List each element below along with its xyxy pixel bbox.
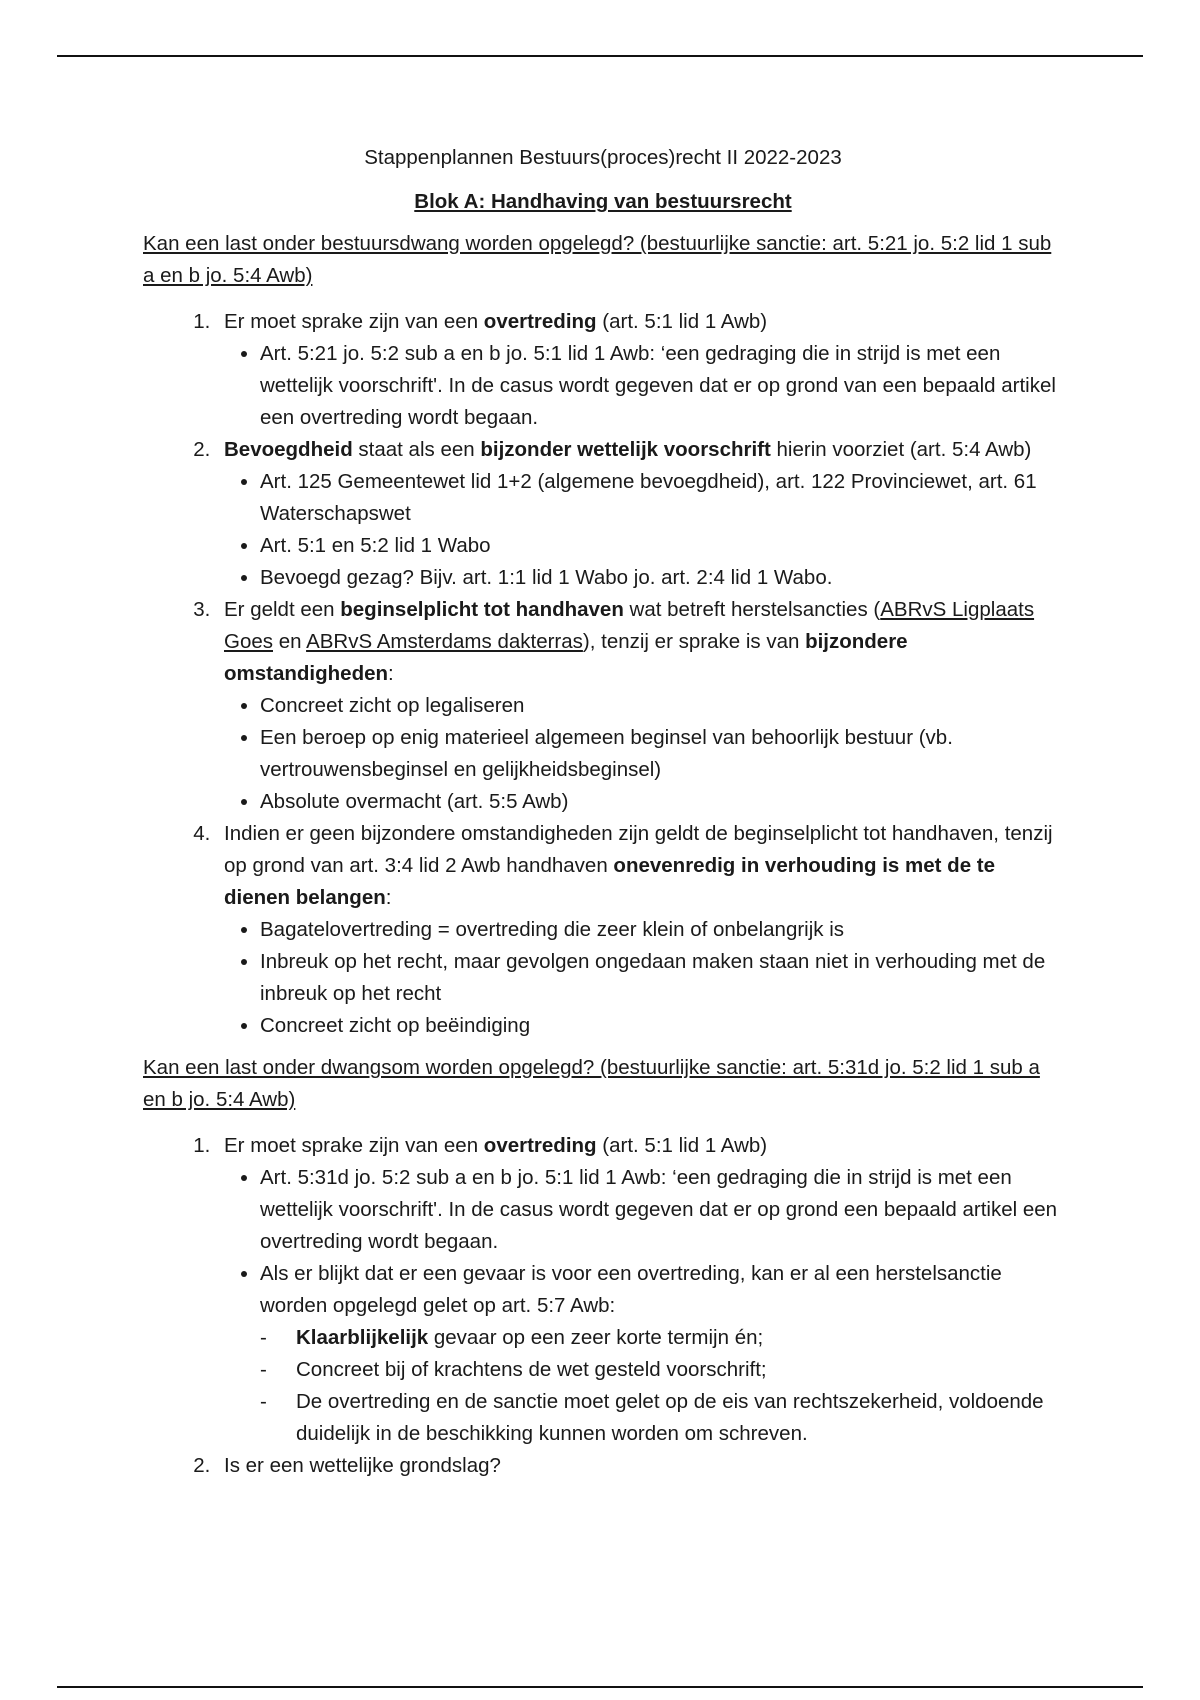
step-item: 1. Er moet sprake zijn van een overtreding (art. 5:1 lid 1 Awb) • Art. 5:21 jo. 5:2 sub a en b jo. 5:1 lid 1 Awb: ‘een gedraging die in strijd is met een wettelijk voorschrift'. In de casus wordt gegeven dat er op grond van een bepaald artikel een overtreding wordt begaan. (216, 306, 1063, 434)
bullet-item: • Inbreuk op het recht, maar gevolgen ongedaan maken staan niet in verhouding met de inbreuk op het recht (260, 946, 1063, 1010)
bullet-item: • Bagatelovertreding = overtreding die zeer klein of onbelangrijk is (260, 914, 1063, 946)
bullet-list (224, 466, 1063, 594)
dash-list (260, 1322, 1063, 1450)
bullet-item: • Art. 125 Gemeentewet lid 1+2 (algemene bevoegdheid), art. 122 Provinciewet, art. 61 Waterschapswet (260, 466, 1063, 530)
bullet-item: • Art. 5:21 jo. 5:2 sub a en b jo. 5:1 lid 1 Awb: ‘een gedraging die in strijd is met een wettelijk voorschrift'. In de casus wordt gegeven dat er op grond van een bepaald artikel een overtreding wordt begaan. (260, 338, 1063, 434)
footer-rule (57, 1686, 1143, 1688)
bullet-item: • Een beroep op enig materieel algemeen beginsel van behoorlijk bestuur (vb. vertrouwensbeginsel en gelijkheidsbeginsel) (260, 722, 1063, 786)
bullet-item: • Concreet zicht op legaliseren (260, 690, 1063, 722)
step-item: 1. Er moet sprake zijn van een overtreding (art. 5:1 lid 1 Awb) • Art. 5:31d jo. 5:2 sub a en b jo. 5:1 lid 1 Awb: ‘een gedraging die in strijd is met een wettelijk voorschrift'. In de casus wordt gegeven dat er op grond een bepaald artikel een overtreding wordt begaan. • Als er blijkt dat er een gevaar is voor een overtreding, kan er al een herstelsanctie worden opgelegd gelet op art. 5:7 Awb: - Klaarblijkelijk gevaar op een zeer korte termijn én; - Concreet bij of krachtens de wet gesteld voorschrift; - De overtreding en de sanctie moet gelet op de eis van rechtszekerheid, voldoende duidelijk in de beschikking kunnen worden om schreven. (216, 1130, 1063, 1450)
bullet-item: • Concreet zicht op beëindiging (260, 1010, 1063, 1042)
bullet-list (224, 914, 1063, 1042)
dash-item: - De overtreding en de sanctie moet gelet op de eis van rechtszekerheid, voldoende duidelijk in de beschikking kunnen worden om schreven. (296, 1386, 1063, 1450)
step-item: 4. Indien er geen bijzondere omstandigheden zijn geldt de beginselplicht tot handhaven, tenzij op grond van art. 3:4 lid 2 Awb handhaven onevenredig in verhouding is met de te dienen belangen: • Bagatelovertreding = overtreding die zeer klein of onbelangrijk is • Inbreuk op het recht, maar gevolgen ongedaan maken staan niet in verhouding met de inbreuk op het recht • Concreet zicht op beëindiging (216, 818, 1063, 1042)
steps-list-bestuursdwang (143, 306, 1063, 1042)
bullet-item: • Art. 5:31d jo. 5:2 sub a en b jo. 5:1 lid 1 Awb: ‘een gedraging die in strijd is met een wettelijk voorschrift'. In de casus wordt gegeven dat er op grond een bepaald artikel een overtreding wordt begaan. (260, 1162, 1063, 1258)
steps-list-dwangsom (143, 1130, 1063, 1482)
header-rule (57, 55, 1143, 57)
dash-item: - Klaarblijkelijk gevaar op een zeer korte termijn én; (296, 1322, 1063, 1354)
case-reference-ligplaats-goes: ABRvS Ligplaats Goes (224, 598, 1035, 653)
step-item: 2. Is er een wettelijke grondslag? (216, 1450, 1063, 1482)
dash-item: - Concreet bij of krachtens de wet gesteld voorschrift; (296, 1354, 1063, 1386)
case-reference-amsterdams-dakterras: ABRvS Amsterdams dakterras (306, 630, 583, 653)
bullet-list (224, 338, 1063, 434)
document-title: Stappenplannen Bestuurs(proces)recht II 2022-2023 (364, 146, 842, 169)
bullet-list (224, 690, 1063, 818)
bullet-item: • Art. 5:1 en 5:2 lid 1 Wabo (260, 530, 1063, 562)
question-heading-dwangsom: Kan een last onder dwangsom worden opgelegd? (bestuurlijke sanctie: art. 5:31d jo. 5:2 lid 1 sub a en b jo. 5:4 Awb) (143, 1056, 1040, 1111)
document-body (143, 142, 1063, 1482)
bullet-item: • Als er blijkt dat er een gevaar is voor een overtreding, kan er al een herstelsanctie worden opgelegd gelet op art. 5:7 Awb: - Klaarblijkelijk gevaar op een zeer korte termijn én; - Concreet bij of krachtens de wet gesteld voorschrift; - De overtreding en de sanctie moet gelet op de eis van rechtszekerheid, voldoende duidelijk in de beschikking kunnen worden om schreven. (260, 1258, 1063, 1450)
bullet-item: • Absolute overmacht (art. 5:5 Awb) (260, 786, 1063, 818)
step-item: 3. Er geldt een beginselplicht tot handhaven wat betreft herstelsancties (ABRvS Ligplaats Goes en ABRvS Amsterdams dakterras), tenzij er sprake is van bijzondere omstandigheden: • Concreet zicht op legaliseren • Een beroep op enig materieel algemeen beginsel van behoorlijk bestuur (vb. vertrouwensbeginsel en gelijkheidsbeginsel) • Absolute overmacht (art. 5:5 Awb) (216, 594, 1063, 818)
bullet-item: • Bevoegd gezag? Bijv. art. 1:1 lid 1 Wabo jo. art. 2:4 lid 1 Wabo. (260, 562, 1063, 594)
block-title: Blok A: Handhaving van bestuursrecht (414, 190, 792, 213)
bullet-list (224, 1162, 1063, 1450)
step-item: 2. Bevoegdheid staat als een bijzonder wettelijk voorschrift hierin voorziet (art. 5:4 Awb) • Art. 125 Gemeentewet lid 1+2 (algemene bevoegdheid), art. 122 Provinciewet, art. 61 Waterschapswet • Art. 5:1 en 5:2 lid 1 Wabo • Bevoegd gezag? Bijv. art. 1:1 lid 1 Wabo jo. art. 2:4 lid 1 Wabo. (216, 434, 1063, 594)
question-heading-bestuursdwang: Kan een last onder bestuursdwang worden opgelegd? (bestuurlijke sanctie: art. 5:21 jo. 5:2 lid 1 sub a en b jo. 5:4 Awb) (143, 232, 1052, 287)
